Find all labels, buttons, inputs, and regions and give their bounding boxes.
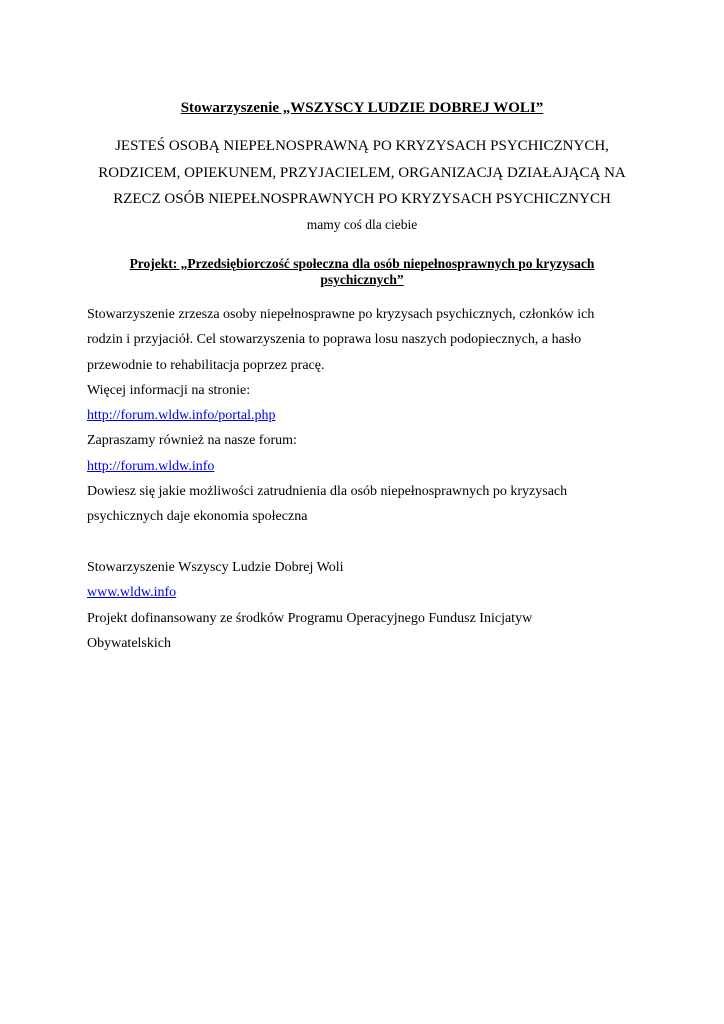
paragraph-2-line-1: Dowiesz się jakie możliwości zatrudnienia dla osób niepełnosprawnych po kryzysach bbox=[87, 484, 568, 500]
forum-link[interactable]: http://forum.wldw.info bbox=[87, 458, 215, 474]
paragraph-1-line-1: Stowarzyszenie zrzesza osoby niepełnosprawne po kryzysach psychicznych, członków ich bbox=[87, 307, 595, 322]
funding-line-1: Projekt dofinansowany ze środków Programu Operacyjnego Fundusz Inicjatyw bbox=[87, 610, 533, 626]
intro-tagline: mamy coś dla ciebie bbox=[306, 216, 418, 232]
organization-name: Stowarzyszenie Wszyscy Ludzie Dobrej Woli bbox=[87, 559, 344, 575]
project-title-line-1: Projekt: „Przedsiębiorczość społeczna dla osób niepełnosprawnych po kryzysach bbox=[129, 256, 595, 271]
funding-line-2: Obywatelskich bbox=[87, 635, 171, 651]
paragraph-2-line-2: psychicznych daje ekonomia społeczna bbox=[87, 509, 308, 525]
body-text bbox=[87, 302, 637, 656]
intro-line-1: JESTEŚ OSOBĄ NIEPEŁNOSPRAWNĄ PO KRYZYSACH PSYCHICZNYCH, bbox=[115, 138, 609, 154]
blank-line bbox=[87, 530, 637, 555]
intro-line-2: RODZICEM, OPIEKUNEM, PRZYJACIELEM, ORGANIZACJĄ DZIAŁAJĄCĄ NA bbox=[98, 164, 626, 181]
paragraph-1-line-2: rodzin i przyjaciół. Cel stowarzyszenia to poprawa losu naszych podopiecznych, a hasło bbox=[87, 332, 582, 348]
intro-block bbox=[87, 133, 637, 235]
document-title: Stowarzyszenie „WSZYSCY LUDZIE DOBREJ WOLI” bbox=[180, 100, 544, 116]
more-info-label: Więcej informacji na stronie: bbox=[87, 382, 251, 398]
project-title-line-2: psychicznych” bbox=[320, 272, 404, 287]
intro-line-3: RZECZ OSÓB NIEPEŁNOSPRAWNYCH PO KRYZYSACH PSYCHICZNYCH bbox=[113, 191, 611, 207]
forum-invite-label: Zapraszamy również na nasze forum: bbox=[87, 433, 297, 449]
project-title bbox=[87, 256, 637, 288]
portal-link[interactable]: http://forum.wldw.info/portal.php bbox=[87, 408, 276, 424]
paragraph-1-line-3: przewodnie to rehabilitacja poprzez pracę. bbox=[87, 357, 325, 373]
website-link[interactable]: www.wldw.info bbox=[87, 585, 177, 601]
